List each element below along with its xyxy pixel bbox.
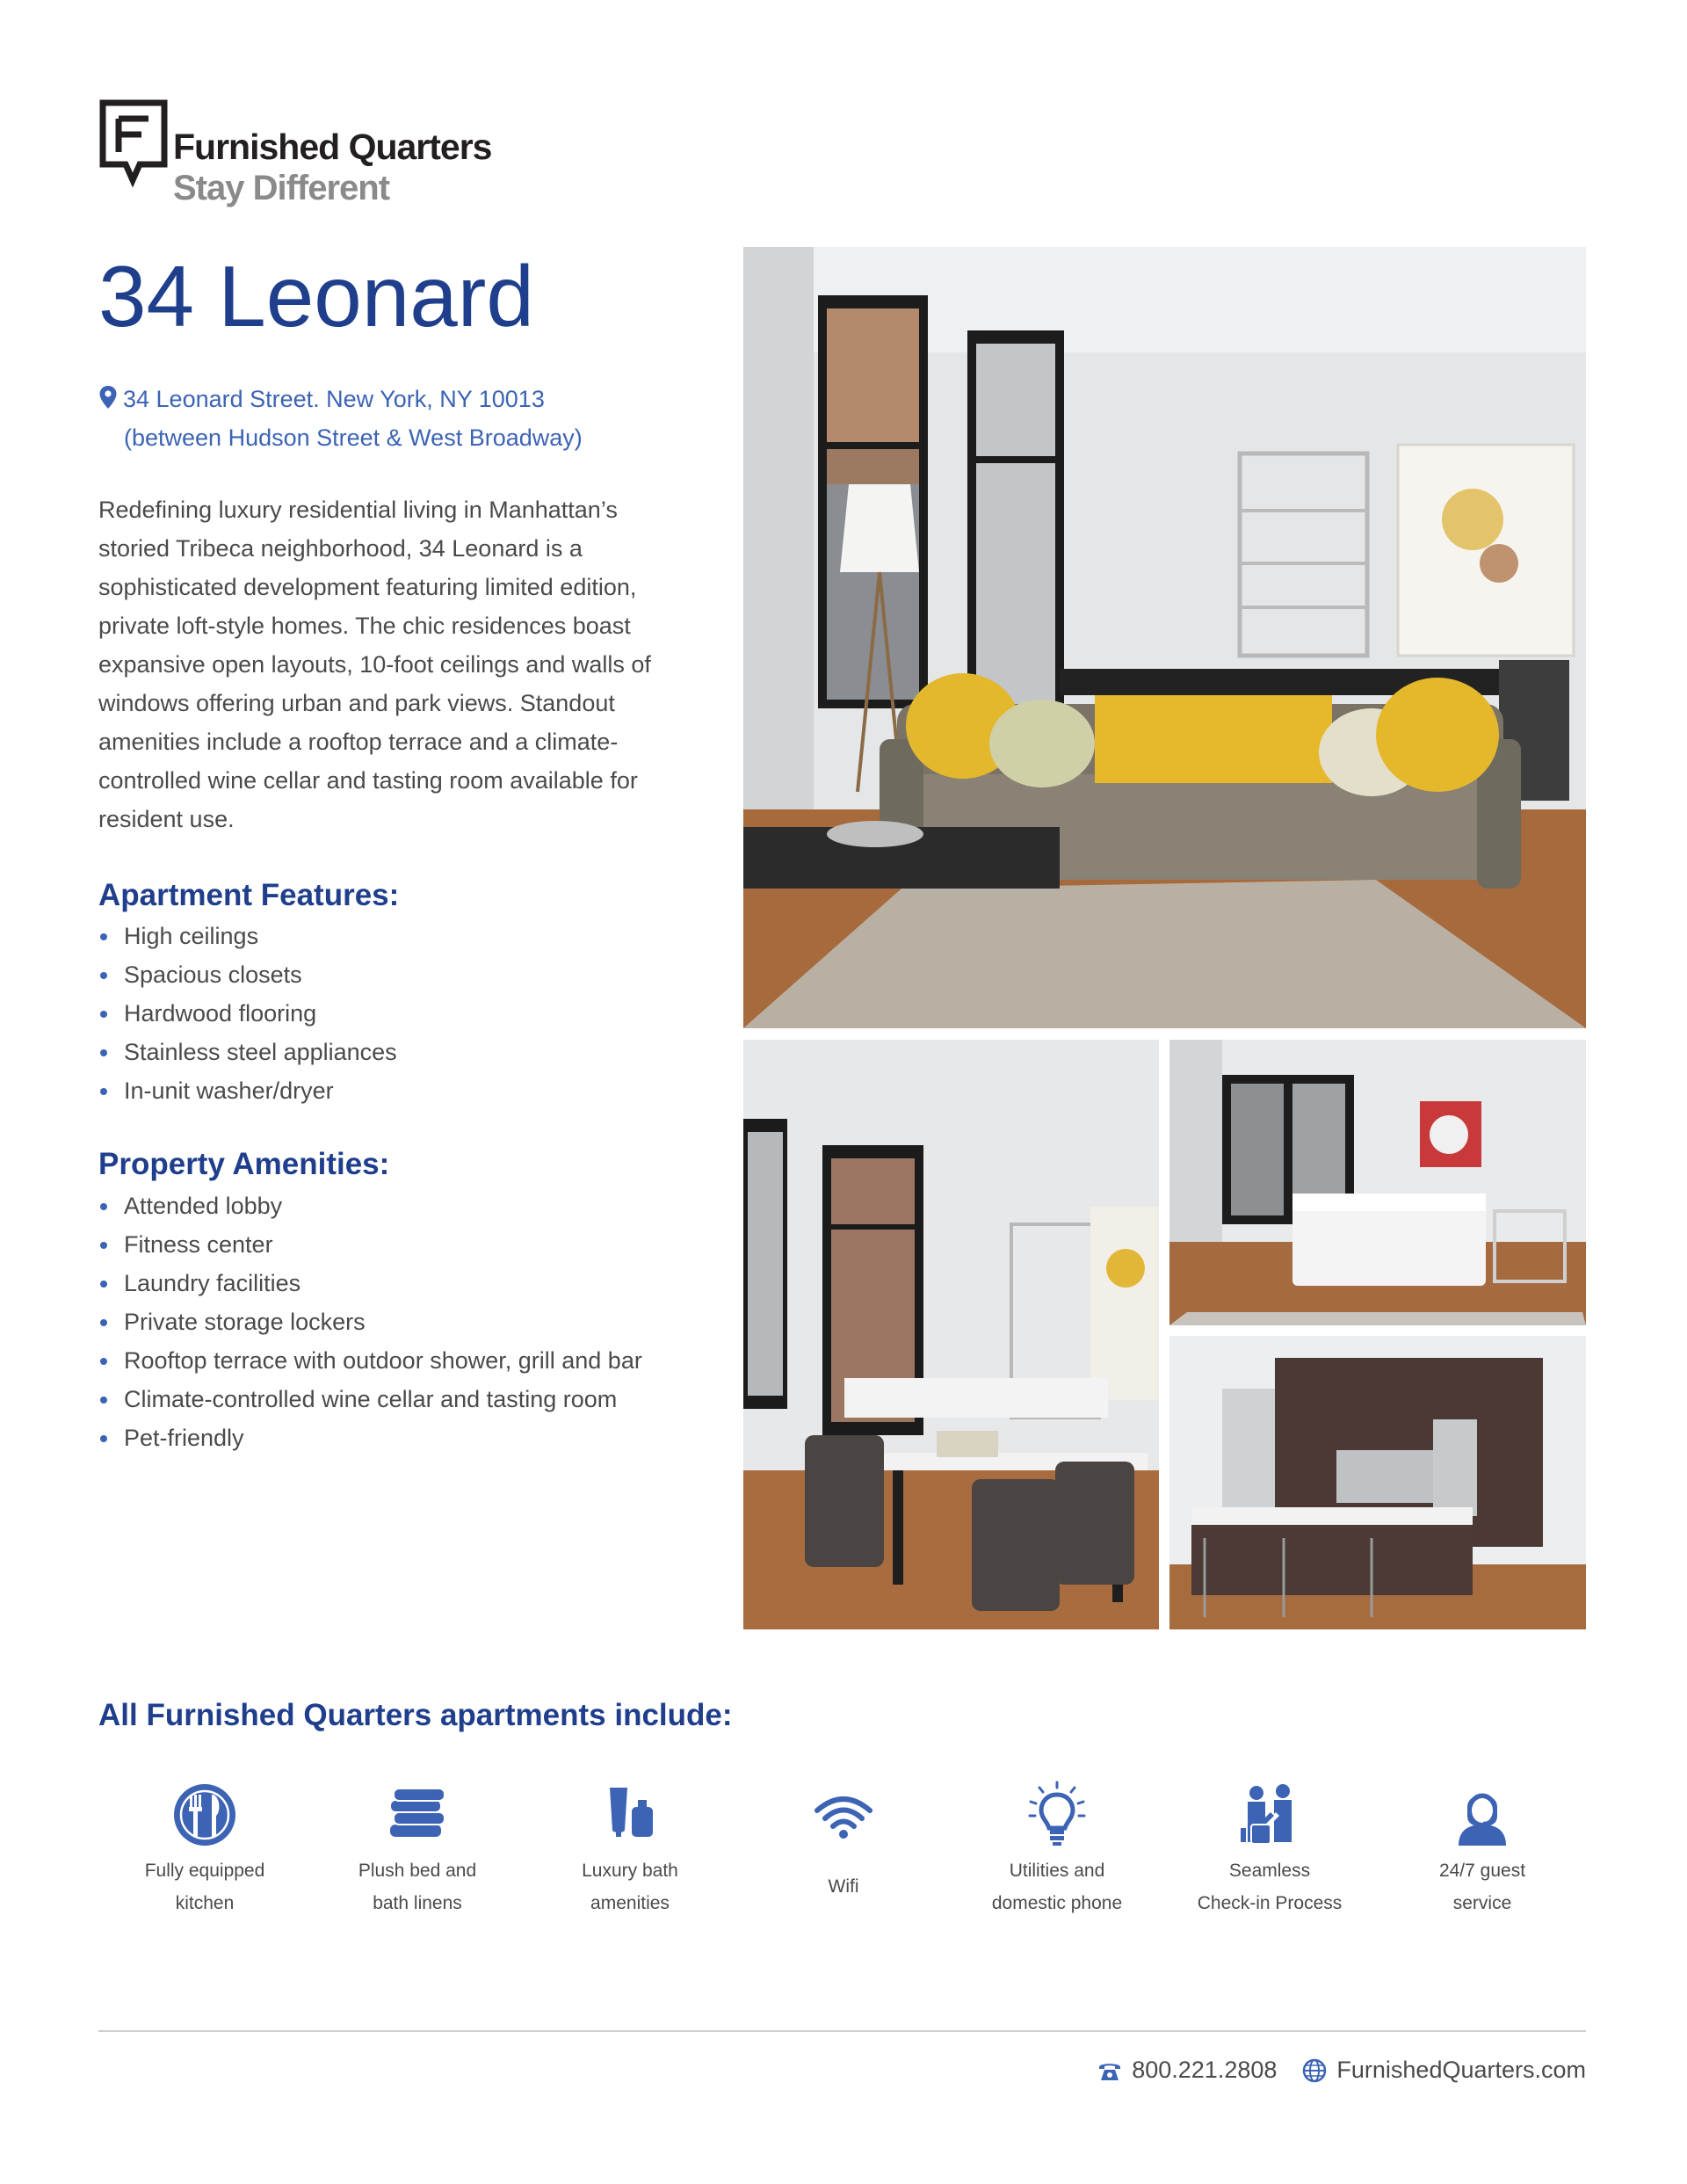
property-title: 34 Leonard (98, 248, 534, 345)
fq-logo-mark-icon (99, 99, 170, 187)
list-item: Hardwood flooring (98, 994, 397, 1033)
list-item: Fitness center (98, 1225, 642, 1264)
include-label: 24/7 guest service (1438, 1861, 1526, 1913)
list-item: Laundry facilities (98, 1264, 642, 1302)
brand-name: Furnished Quarters (173, 127, 492, 167)
include-item-linens (321, 1775, 514, 1919)
list-item: Spacious closets (98, 955, 397, 994)
includes-heading: All Furnished Quarters apartments include: (98, 1698, 733, 1732)
list-item: In-unit washer/dryer (98, 1071, 397, 1110)
check-in-icon (1230, 1775, 1309, 1854)
include-item-wifi (747, 1775, 940, 1903)
include-item-kitchen (108, 1775, 301, 1919)
list-item: Private storage lockers (98, 1302, 642, 1341)
bedroom-photo (1169, 1040, 1586, 1325)
address-street: 34 Leonard Street. New York, NY 10013 (123, 386, 545, 412)
linens-icon (378, 1775, 457, 1854)
list-item: Pet-friendly (98, 1419, 642, 1457)
brand-logo (99, 99, 556, 218)
living-room-photo (743, 247, 1586, 1028)
bath-amenities-icon (590, 1775, 670, 1854)
property-description: Redefining luxury residential living in Manhattan’s storied Tribeca neighborhood, 34 Leonard is a sophisticated development featuring limited edition, private loft-style homes. The chic residences boast expansive open layouts, 10-foot ceilings and walls of windows offering urban and park views. Standout amenities include a rooftop terrace and a climate-controlled wine cellar and tasting room available for resident use. (98, 497, 651, 832)
footer-divider (98, 2030, 1586, 2032)
map-pin-icon (98, 385, 118, 410)
guest-service-icon (1443, 1775, 1522, 1854)
list-item: Attended lobby (98, 1186, 642, 1225)
dining-area-photo (743, 1040, 1159, 1629)
include-label: Utilities and domestic phone (991, 1861, 1123, 1913)
phone-number-link[interactable]: 800.221.2808 (1132, 2057, 1278, 2083)
include-item-utilities (960, 1775, 1154, 1919)
include-label: Wifi (828, 1876, 859, 1897)
include-label: Plush bed and bath linens (358, 1861, 477, 1913)
footer-contact (1097, 2057, 1586, 2084)
include-item-bath-amenities (533, 1775, 727, 1919)
lightbulb-icon (1017, 1775, 1097, 1854)
address-cross-streets: (between Hudson Street & West Broadway) (124, 424, 583, 451)
list-item: Stainless steel appliances (98, 1033, 397, 1071)
wifi-icon (804, 1775, 883, 1854)
list-item: Climate-controlled wine cellar and tasting room (98, 1380, 642, 1419)
kitchen-photo (1169, 1336, 1586, 1629)
include-label: Fully equipped kitchen (144, 1861, 265, 1913)
globe-icon (1301, 2057, 1328, 2084)
list-item: Rooftop terrace with outdoor shower, grill and bar (98, 1341, 642, 1380)
include-item-guest-service (1386, 1775, 1579, 1919)
apartment-features-heading: Apartment Features: (98, 878, 400, 912)
property-amenities-list (98, 1186, 642, 1457)
brand-tagline: Stay Different (173, 169, 390, 207)
website-link[interactable]: FurnishedQuarters.com (1336, 2057, 1586, 2083)
kitchen-icon (165, 1775, 244, 1854)
include-item-check-in (1173, 1775, 1366, 1919)
apartment-features-list (98, 917, 397, 1110)
list-item: High ceilings (98, 917, 397, 955)
phone-icon (1097, 2057, 1123, 2084)
property-amenities-heading: Property Amenities: (98, 1147, 390, 1181)
include-label: Luxury bath amenities (582, 1861, 678, 1913)
property-address (98, 380, 583, 457)
include-label: Seamless Check-in Process (1197, 1861, 1343, 1913)
